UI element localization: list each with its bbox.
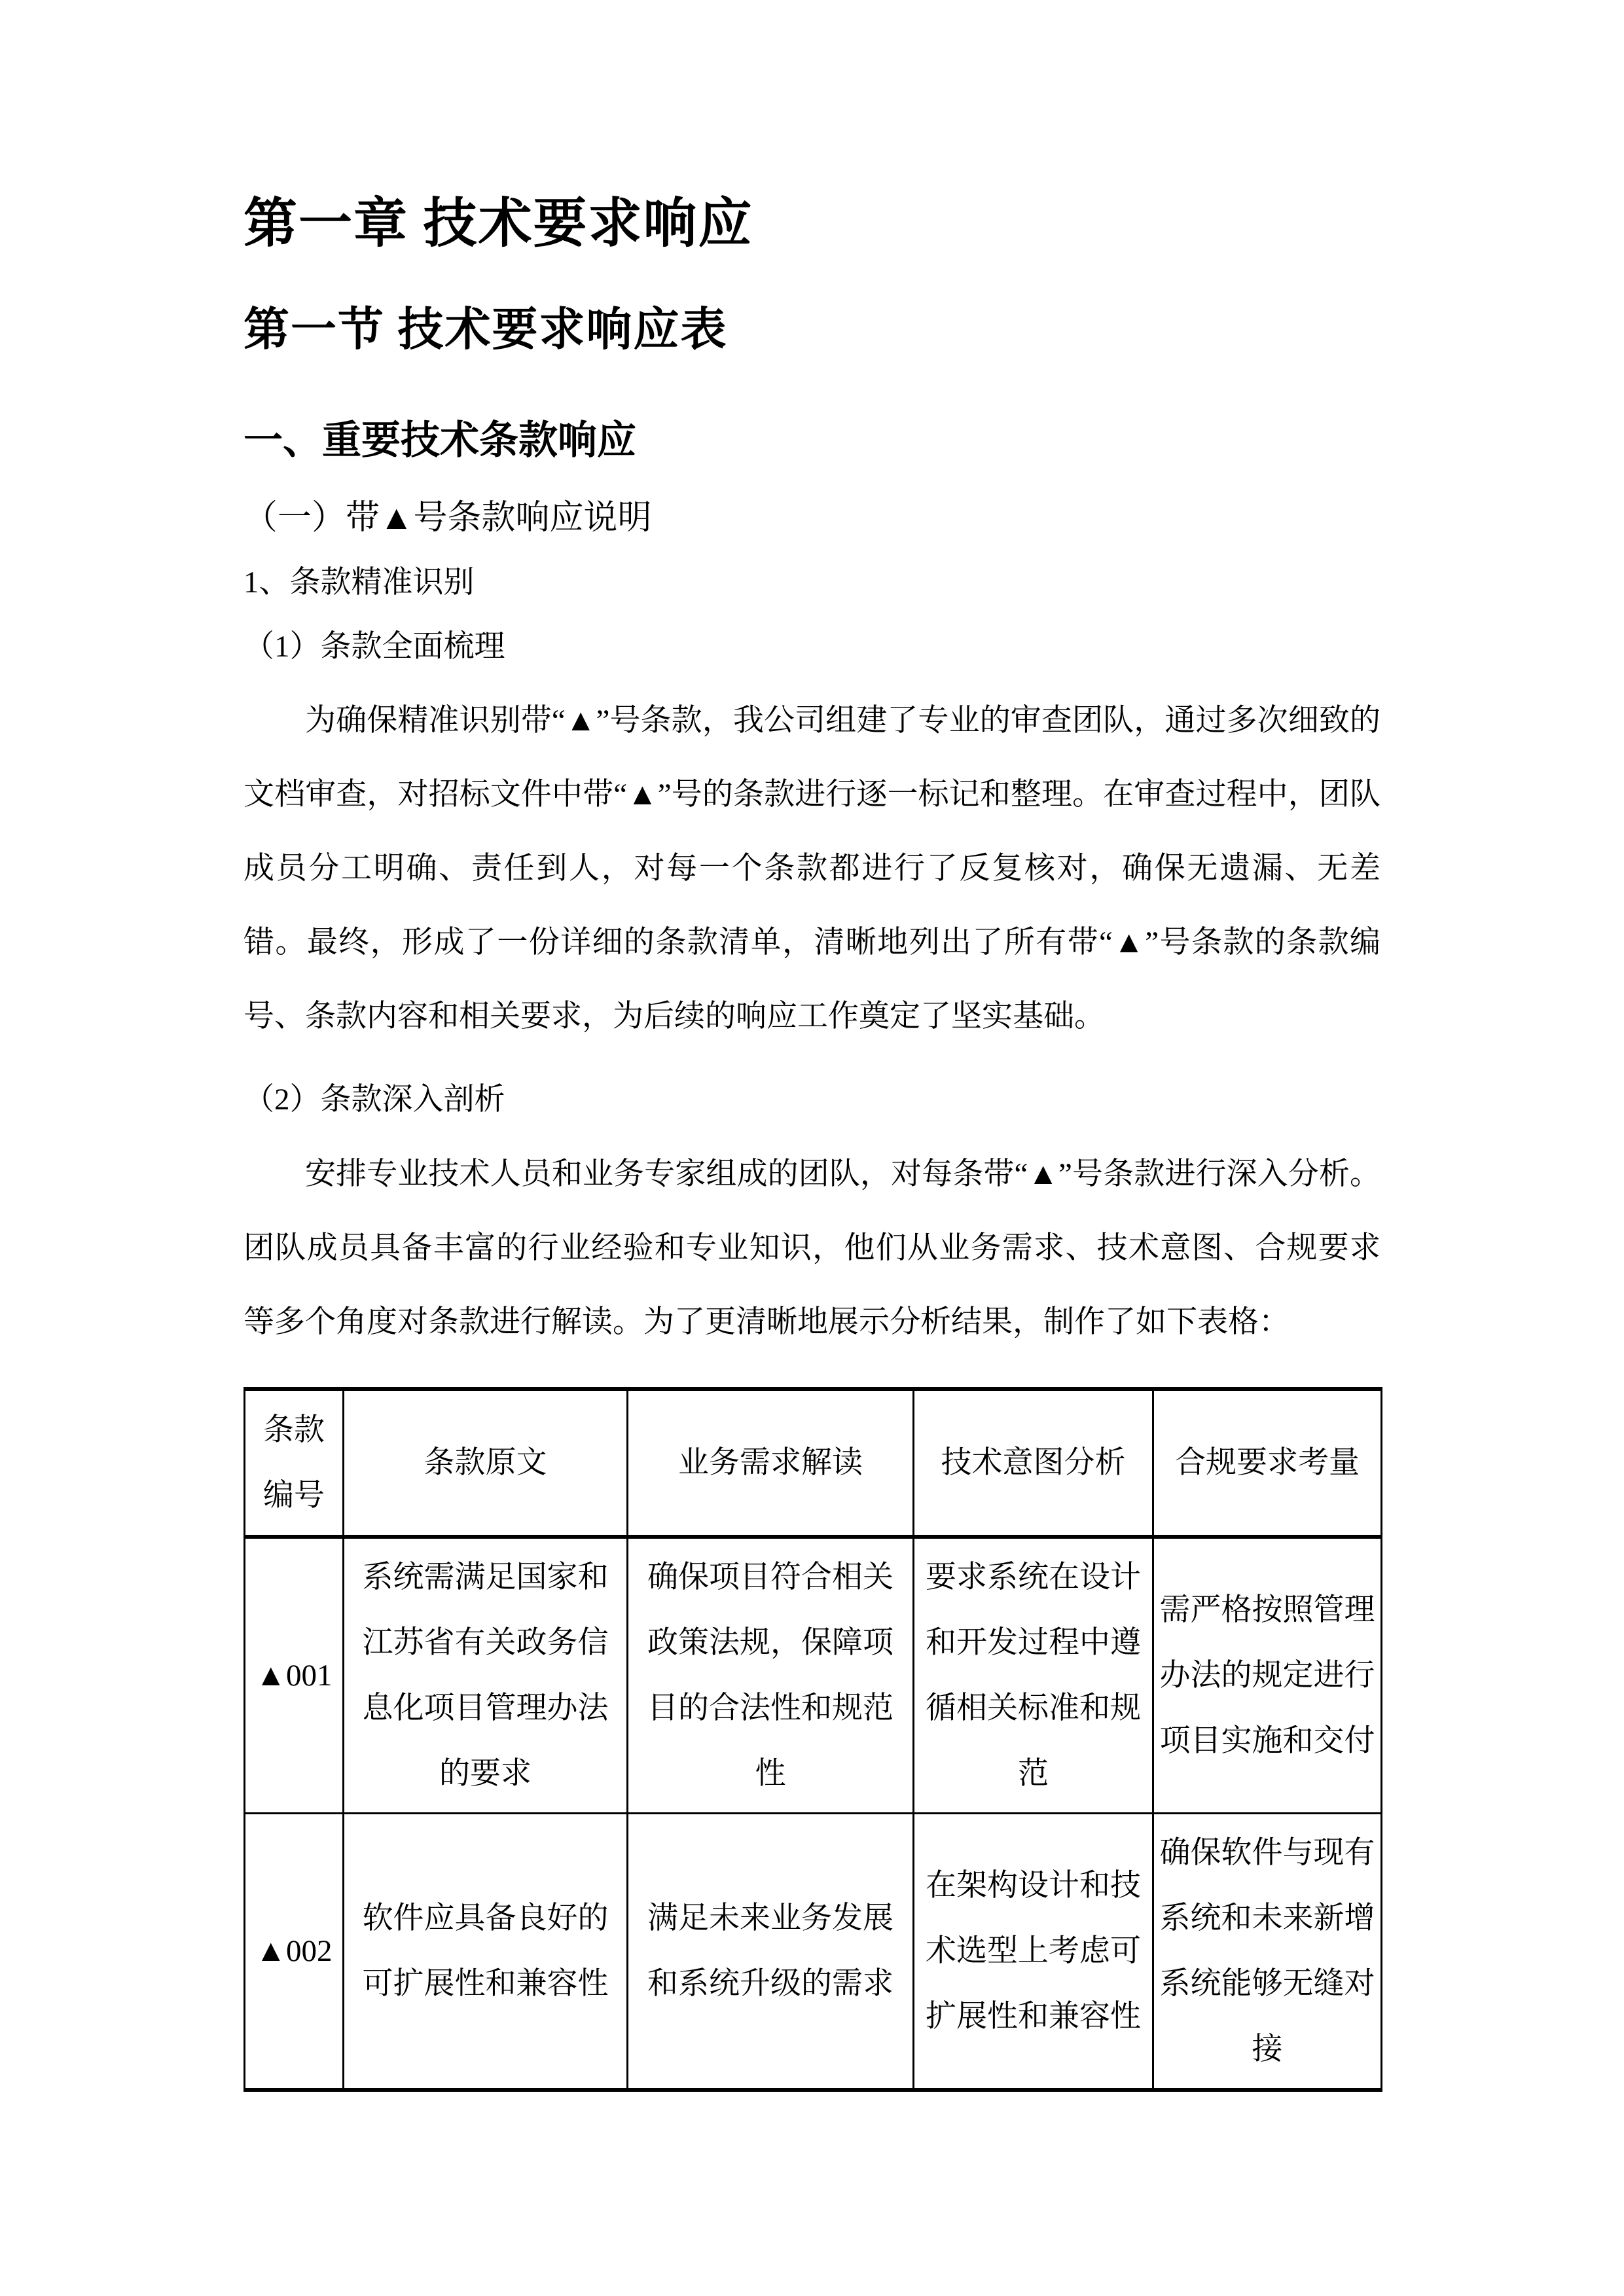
header-business-need-reading: 业务需求解读 [628,1389,914,1537]
compliance-cell: 确保软件与现有系统和未来新增系统能够无缝对接 [1153,1814,1382,2090]
point-1-2-heading: （2）条款深入剖析 [244,1082,505,1117]
technical-intent-cell: 在架构设计和技术选型上考虑可扩展性和兼容性 [914,1814,1153,2090]
item-one-heading: （一）带▲号条款响应说明 [244,499,652,537]
header-clause-number: 条款编号 [245,1389,344,1537]
table-row [245,1814,1382,2090]
table-row [245,1537,1382,1814]
clause-original-text-cell: 软件应具备良好的可扩展性和兼容性 [344,1814,628,2090]
header-technical-intent-analysis: 技术意图分析 [914,1389,1153,1537]
clause-id-badge: ▲002 [245,1814,344,2090]
point-1-heading: 1、条款精准识别 [244,565,475,600]
chapter-title: 第一章 技术要求响应 [244,194,753,253]
header-compliance-consideration: 合规要求考量 [1153,1389,1382,1537]
header-clause-original-text: 条款原文 [344,1389,628,1537]
technical-intent-cell: 要求系统在设计和开发过程中遵循相关标准和规范 [914,1537,1153,1814]
clause-original-text-cell: 系统需满足国家和江苏省有关政务信息化项目管理办法的要求 [344,1537,628,1814]
clause-id-badge: ▲001 [245,1537,344,1814]
table-header-row [245,1389,1382,1537]
compliance-cell: 需严格按照管理办法的规定进行项目实施和交付 [1153,1537,1382,1814]
clause-analysis-table [244,1387,1382,2092]
section-title: 第一节 技术要求响应表 [244,304,728,355]
clause-identification-paragraph: 为确保精准识别带“▲”号条款，我公司组建了专业的审查团队，通过多次细致的文档审查，对招标文件中带“▲”号的条款进行逐一标记和整理。在审查过程中，团队成员分工明确、责任到人，对每一个条款都进行了反复核对，确保无遗漏、无差错。最终，形成了一份详细的条款清单，清晰地列出了所有带“▲”号条款的条款编号、条款内容和相关要求，为后续的响应工作奠定了坚实基础。 [244,703,1380,1033]
business-need-cell: 确保项目符合相关政策法规，保障项目的合法性和规范性 [628,1537,914,1814]
business-need-cell: 满足未来业务发展和系统升级的需求 [628,1814,914,2090]
subsection-title: 一、重要技术条款响应 [244,419,636,463]
point-1-1-heading: （1）条款全面梳理 [244,630,505,664]
clause-analysis-paragraph: 安排专业技术人员和业务专家组成的团队，对每条带“▲”号条款进行深入分析。团队成员具备丰富的行业经验和专业知识，他们从业务需求、技术意图、合规要求等多个角度对条款进行解读。为了更清晰地展示分析结果，制作了如下表格： [244,1157,1380,1340]
